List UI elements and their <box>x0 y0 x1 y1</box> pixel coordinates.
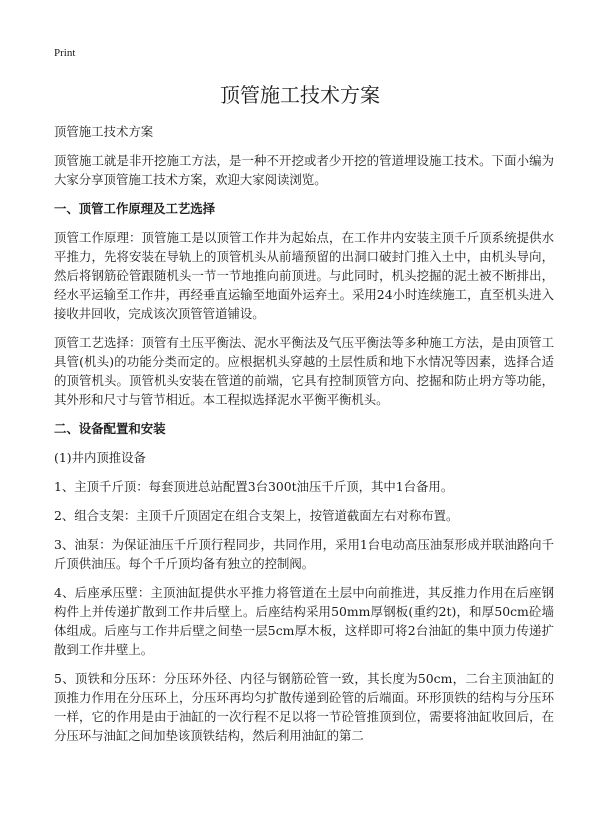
list-item: 2、组合支架：主顶千斤顶固定在组合支架上，按管道截面左右对称布置。 <box>54 508 459 523</box>
intro-paragraph: 顶管施工就是非开挖施工方法，是一种不开挖或者少开挖的管道埋设施工技术。下面小编为大家分享顶管施工技术方案，欢迎大家阅读浏览。 <box>54 153 554 187</box>
process-paragraph: 顶管工艺选择：顶管有土压平衡法、泥水平衡法及气压平衡法等多种施工方法，是由顶管工具管(机头)的功能分类而定的。应根据机头穿越的土层性质和地下水情况等因素，选择合适的顶管机头。顶管机头安装在管道的前端，它具有控制顶管方向、挖掘和防止坍方等功能，其外形和尺寸与管节相近。本工程拟选择泥水平衡平衡机头。 <box>54 335 554 407</box>
principle-paragraph: 顶管工作原理：顶管施工是以顶管工作井为起始点，在工作井内安装主顶千斤顶系统提供水平推力，先将安装在导轨上的顶管机头从前墙预留的出洞口破封门推入土中，由机头导向，然后将钢筋砼管跟随机头一节一节地推向前顶进。与此同时，机头挖掘的泥土被不断排出，经水平运输至工作井，再经垂直运输至地面外运弃土。采用24小时连续施工，直至机头进入接收井回收，完成该次顶管管道铺设。 <box>54 230 554 321</box>
document-body <box>54 122 554 755</box>
document-title: 顶管施工技术方案 <box>220 83 380 107</box>
list-item: 4、后座承压壁：主顶油缸提供水平推力将管道在土层中向前推进，其反推力作用在后座钢构件上并传递扩散到工作井后壁上。后座结构采用50mm厚钢板(重约2t)，和厚50cm砼墙体组成。后座与工作井后壁之间垫一层5cm厚木板，这样即可将2台油缸的集中顶力传递扩散到工作井壁上。 <box>54 585 554 657</box>
section-heading-1: 一、顶管工作原理及工艺选择 <box>54 201 216 216</box>
list-item: 5、顶铁和分压环：分压环外径、内径与钢筋砼管一致，其长度为50cm，二台主顶油缸的顶推力作用在分压环上，分压环再均匀扩散传递到砼管的后端面。环形顶铁的结构与分压环一样，它的作用是由于油缸的一次行程不足以将一节砼管推顶到位，需要将油缸收回后，在分压环与油缸之间加垫该顶铁结构，然后利用油缸的第二 <box>54 671 554 743</box>
section-heading-2: 二、设备配置和安装 <box>54 421 166 436</box>
list-item: 3、油泵：为保证油压千斤顶行程同步，共同作用，采用1台电动高压油泵形成并联油路向千斤顶供油压。每个千斤顶均备有独立的控制阀。 <box>54 537 554 571</box>
print-label[interactable]: Print <box>54 47 76 59</box>
list-item: 1、主顶千斤顶：每套顶进总站配置3台300t油压千斤顶，其中1台备用。 <box>54 479 454 494</box>
subtitle-paragraph: 顶管施工技术方案 <box>54 124 154 139</box>
subsection-label: (1)井内顶推设备 <box>54 450 146 465</box>
